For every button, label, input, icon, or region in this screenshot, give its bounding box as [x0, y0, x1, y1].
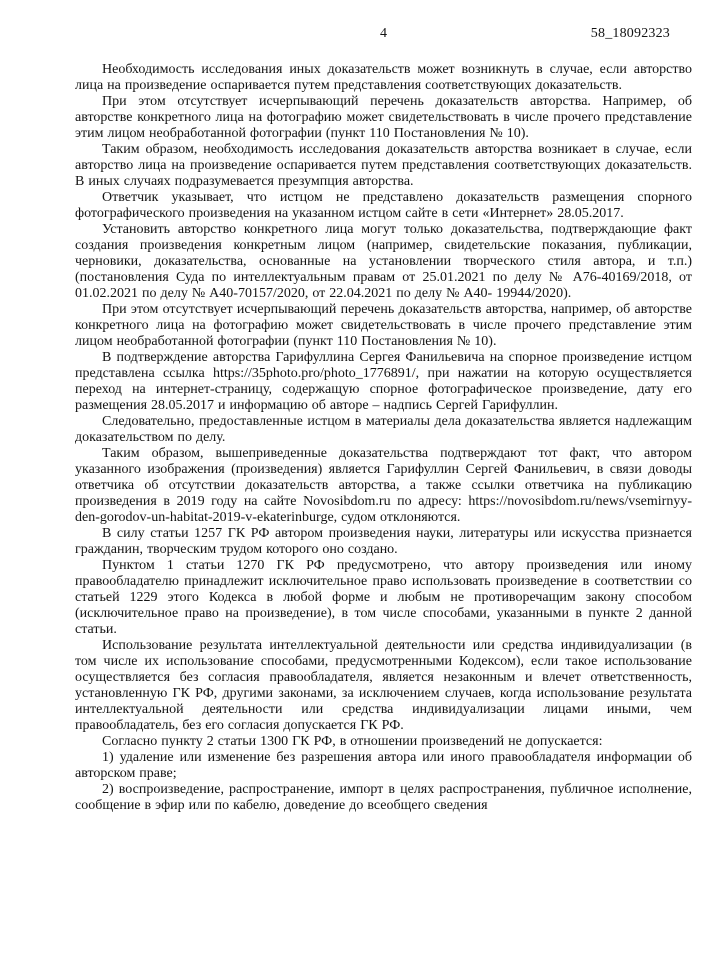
document-paragraph: Установить авторство конкретного лица могут только доказательства, подтверждающие факт создания произведения конкретным лицом (например, свидетельские показания, публикации, черновики, доказательства, основанные на установлении творческого стиля автора, и т.п.) (постановления Суда по интеллектуальным правам от 25.01.2021 по делу № А76-40169/2018, от 01.02.2021 по делу № А40-70157/2020, от 22.04.2021 по делу № А40- 19944/2020).	[75, 222, 692, 301]
document-paragraph: Таким образом, вышеприведенные доказательства подтверждают тот факт, что автором указанного изображения (произведения) является Гарифуллин Сергей Фанильевич, в связи доводы ответчика об отсутствии доказательств авторства, а также ссылки ответчика на публикацию произведения в 2019 году на сайте Novosibdom.ru по адресу: https://novosibdom.ru/news/vsemirnyy-den-gorodov-un-habitat-2019-v-ekaterinburge, судом отклоняются.	[75, 446, 692, 525]
document-paragraph: Следовательно, предоставленные истцом в материалы дела доказательства является надлежащим доказательством по делу.	[75, 414, 692, 445]
document-paragraph: Использование результата интеллектуальной деятельности или средства индивидуализации (в том числе их использование способами, предусмотренными Кодексом), если такое использование осуществляется без согласия правообладателя, является незаконным и влечет ответственность, установленную ГК РФ, другими законами, за исключением случаев, когда использование результата интеллектуальной деятельности или средства индивидуализации лицами иными, чем правообладатель, без его согласия допускается ГК РФ.	[75, 638, 692, 733]
document-paragraph: Ответчик указывает, что истцом не представлено доказательств размещения спорного фотографического произведения на указанном истцом сайте в сети «Интернет» 28.05.2017.	[75, 190, 692, 221]
page-number: 4	[380, 26, 387, 41]
document-paragraph: Таким образом, необходимость исследования доказательств авторства возникает в случае, если авторство лица на произведение оспаривается путем представления соответствующих доказательств. В иных случаях подразумевается презумпция авторства.	[75, 142, 692, 189]
document-paragraph: При этом отсутствует исчерпывающий перечень доказательств авторства. Например, об авторстве конкретного лица на фотографию может свидетельствовать в числе прочего представление этим лицом необработанной фотографии (пункт 110 Постановления № 10).	[75, 94, 692, 141]
document-paragraph: Пунктом 1 статьи 1270 ГК РФ предусмотрено, что автору произведения или иному правообладателю принадлежит исключительное право использовать произведение в соответствии со статьей 1229 этого Кодекса в любой форме и любым не противоречащим закону способом (исключительное право на произведение), в том числе способами, указанными в пункте 2 данной статьи.	[75, 558, 692, 637]
document-paragraph: В силу статьи 1257 ГК РФ автором произведения науки, литературы или искусства признается гражданин, творческим трудом которого оно создано.	[75, 526, 692, 557]
page-header	[75, 26, 692, 43]
document-paragraph list-item-1: 1) удаление или изменение без разрешения автора или иного правообладателя информации об авторском праве;	[75, 750, 692, 781]
document-body	[75, 62, 692, 814]
case-number: 58_18092323	[590, 26, 670, 41]
document-paragraph list-item-2: 2) воспроизведение, распространение, импорт в целях распространения, публичное исполнение, сообщение в эфир или по кабелю, доведение до всеобщего сведения	[75, 782, 692, 813]
document-paragraph: При этом отсутствует исчерпывающий перечень доказательств авторства, например, об авторстве конкретного лица на фотографию может свидетельствовать в числе прочего представление этим лицом необработанной фотографии (пункт 110 Постановления № 10).	[75, 302, 692, 349]
document-paragraph: В подтверждение авторства Гарифуллина Сергея Фанильевича на спорное произведение истцом представлена ссылка https://35photo.pro/photo_1776891/, при нажатии на которую осуществляется переход на интернет-страницу, содержащую спорное фотографическое произведение, дату его размещения 28.05.2017 и информацию об авторе – надпись Сергей Гарифуллин.	[75, 350, 692, 413]
document-paragraph: Необходимость исследования иных доказательств может возникнуть в случае, если авторство лица на произведение оспаривается путем представления соответствующих доказательств.	[75, 62, 692, 93]
document-paragraph: Согласно пункту 2 статьи 1300 ГК РФ, в отношении произведений не допускается:	[102, 734, 603, 749]
